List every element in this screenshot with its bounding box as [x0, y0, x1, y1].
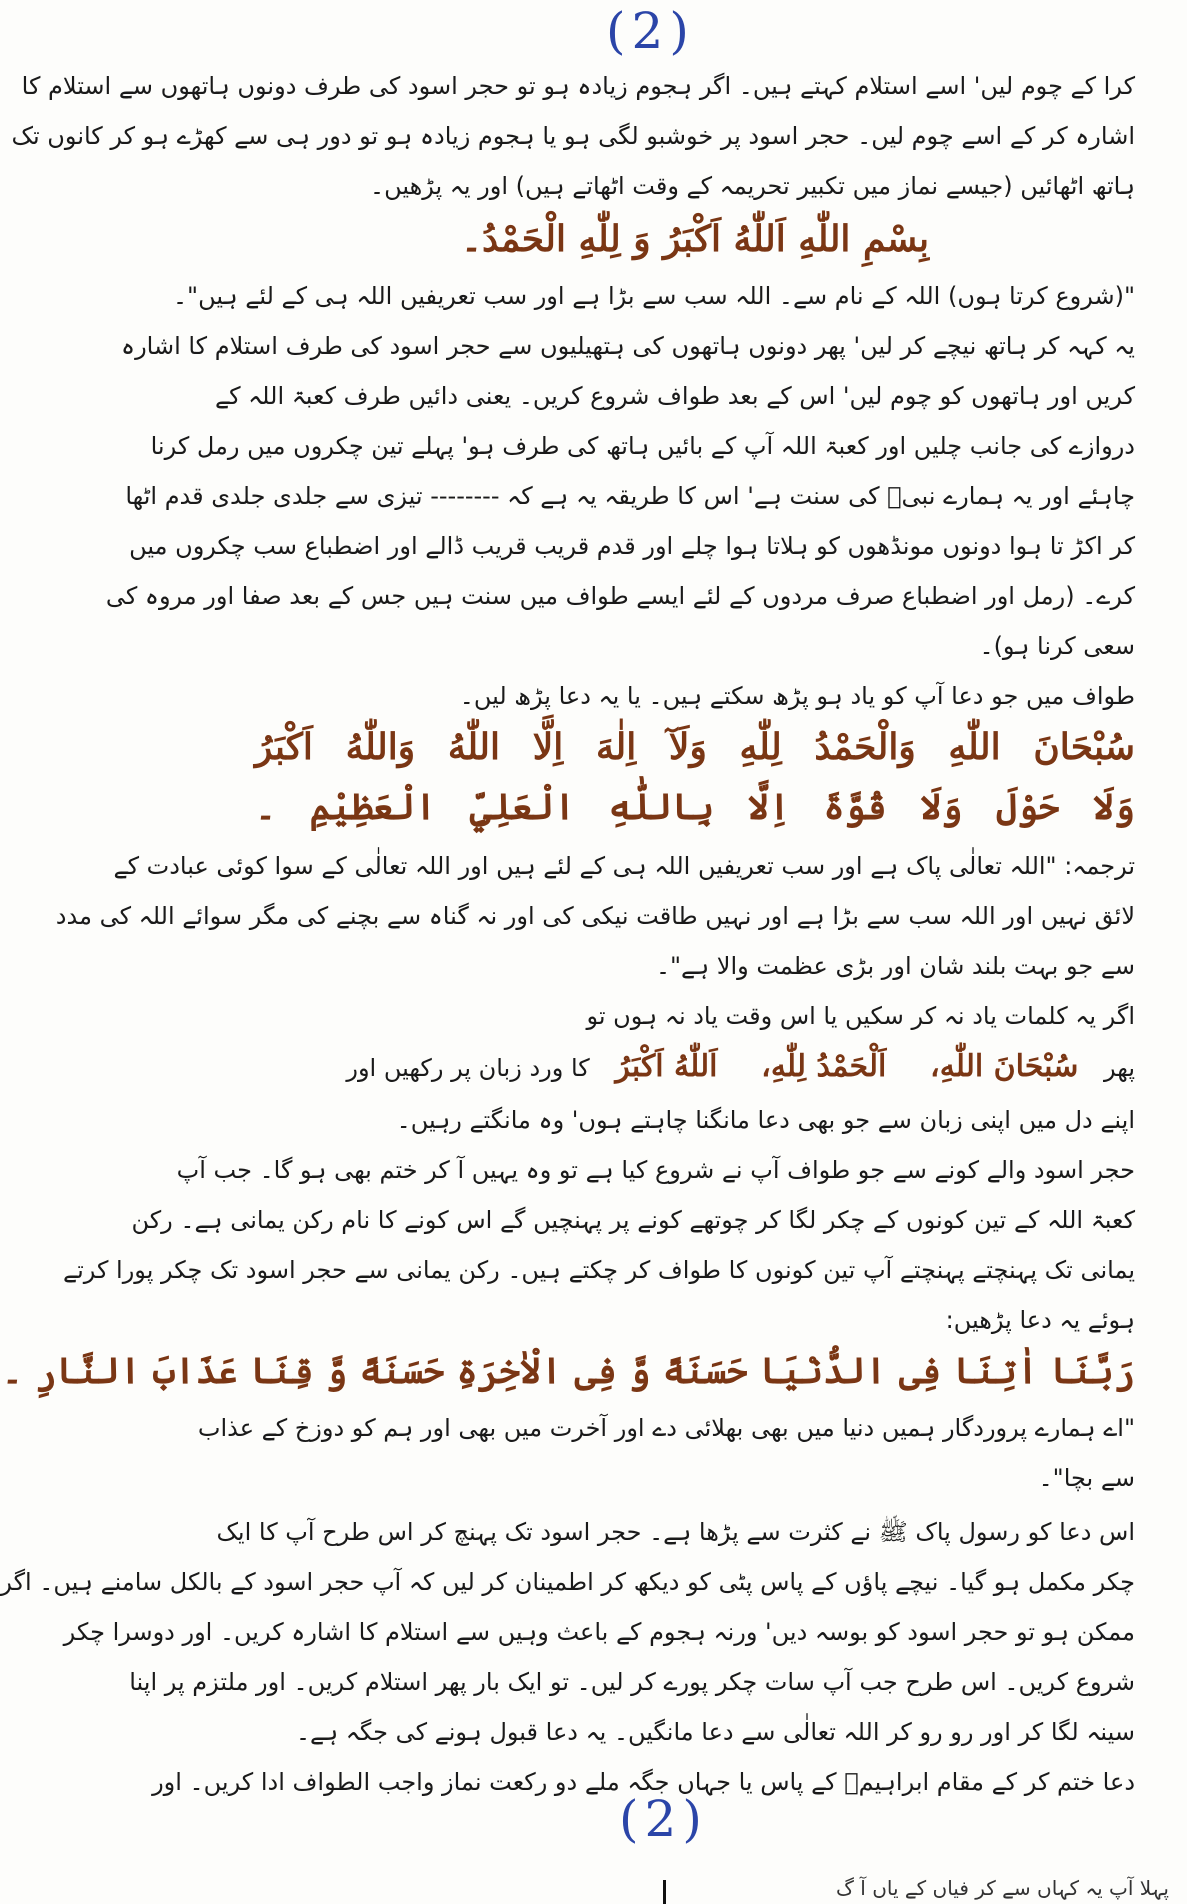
paragraph-line: طواف میں جو دعا آپ کو یاد ہو پڑھ سکتے ہیں۔ یا یہ دعا پڑھ لیں۔ — [459, 682, 1135, 710]
paragraph-line: کعبۃ اللہ کے تین کونوں کے چکر لگا کر چوتھے کونے پر پہنچیں گے اس کونے کا نام رکن یمانی ہے۔ رکن — [131, 1206, 1135, 1234]
paragraph-line: ہوئے یہ دعا پڑھیں: — [945, 1306, 1135, 1334]
arabic-dua-line: بِسْمِ اللّٰهِ اَللّٰهُ اَكْبَرُ وَ لِلّٰهِ الْحَمْدُ۔ — [460, 218, 930, 260]
paragraph-line: اشارہ کر کے اسے چوم لیں۔ حجر اسود پر خوشبو لگی ہو یا ہجوم زیادہ ہو تو دور ہی سے کھڑے ہو کر کانوں تک — [11, 122, 1135, 150]
paragraph-line: کرا کے چوم لیں' اسے استلام کہتے ہیں۔ اگر ہجوم زیادہ ہو تو حجر اسود کی طرف دونوں ہاتھوں سے استلام کا — [21, 72, 1135, 100]
paragraph-line: کر اکڑ تا ہوا دونوں مونڈھوں کو ہلاتا ہوا چلے اور قدم قریب قریب ڈالے اور اضطباع سب چکروں میں — [129, 532, 1135, 560]
arabic-dua-line: وَلَا حَوْلَ وَلَا قُوَّةَ اِلَّا بِاللّٰهِ الْعَلِيِّ الْعَظِيْمِ ۔ — [255, 786, 1135, 828]
paragraph-line: کریں اور ہاتھوں کو چوم لیں' اس کے بعد طواف شروع کریں۔ یعنی دائیں طرف کعبۃ اللہ کے — [215, 382, 1135, 410]
translation-line: "(شروع کرتا ہوں) اللہ کے نام سے۔ اللہ سب سے بڑا ہے اور سب تعریفیں اللہ ہی کے لئے ہیں"۔ — [172, 282, 1135, 310]
paragraph-line: چکر مکمل ہو گیا۔ نیچے پاؤں کے پاس پٹی کو دیکھ کر اطمینان کر لیں کہ آپ حجر اسود کے بالکل سامنے ہیں۔ اگر — [0, 1568, 1135, 1596]
paragraph-line: یمانی تک پہنچتے پہنچتے آپ تین کونوں کا طواف کر چکتے ہیں۔ رکن یمانی سے حجر اسود تک چکر پورا کرتے — [63, 1256, 1135, 1284]
paragraph-line: اپنے دل میں اپنی زبان سے جو بھی دعا مانگنا چاہتے ہوں' وہ مانگتے رہیں۔ — [396, 1106, 1135, 1134]
dhikr-subhanallah: سُبْحَانَ اللّٰهِ، — [930, 1049, 1079, 1084]
dhikr-prefix: پھر — [1104, 1054, 1135, 1082]
paragraph-line: ممکن ہو تو حجر اسود کو بوسہ دیں' ورنہ ہجوم کے باعث وہیں سے استلام کا اشارہ کریں۔ اور دوسرا چکر — [63, 1618, 1135, 1646]
dhikr-suffix: کا ورد زبان پر رکھیں اور — [346, 1054, 590, 1082]
paragraph-line: سعی کرنا ہو)۔ — [979, 632, 1135, 660]
translation-line: لائق نہیں اور اللہ سب سے بڑا ہے اور نہیں طاقت نیکی کی اور نہ گناہ سے بچنے کی مگر سوائے اللہ کی مدد — [55, 902, 1135, 930]
translation-line: سے جو بہت بلند شان اور بڑی عظمت والا ہے"۔ — [655, 952, 1135, 980]
arabic-dua-line: سُبْحَانَ اللّٰهِ وَالْحَمْدُ لِلّٰهِ وَلَآ اِلٰهَ اِلَّا اللّٰهُ وَاللّٰهُ اَكْبَرُ — [255, 726, 1135, 768]
page-number-top: (2) — [606, 2, 695, 60]
paragraph-line: اگر یہ کلمات یاد نہ کر سکیں یا اس وقت یاد نہ ہوں تو — [586, 1002, 1135, 1030]
next-page-fragment: پہلا آپ یہ کہاں سے کر فیاں کے یاں آ گ — [836, 1876, 1169, 1900]
paragraph-line: کرے۔ (رمل اور اضطباع صرف مردوں کے لئے ایسے طواف میں سنت ہیں جس کے بعد صفا اور مروہ کی — [105, 582, 1135, 610]
paragraph-line: دعا ختم کر کے مقام ابراہیمؑ کے پاس یا جہاں جگہ ملے دو رکعت نماز واجب الطواف ادا کریں۔ اور — [152, 1768, 1135, 1796]
page-number-bottom: (2) — [619, 1790, 708, 1848]
scan-mark — [663, 1880, 666, 1904]
arabic-dua-line: رَبَّنَا اٰتِنَا فِی الدُّنْيَا حَسَنَةً وَّ فِی الْاٰخِرَةِ حَسَنَةً وَّ قِنَا عَذَابَ النَّارِ ۔ — [1, 1350, 1135, 1392]
paragraph-line: اس دعا کو رسول پاک ﷺ نے کثرت سے پڑھا ہے۔ حجر اسود تک پہنچ کر اس طرح آپ کا ایک — [216, 1518, 1135, 1546]
paragraph-line: سینہ لگا کر اور رو رو کر اللہ تعالٰی سے دعا مانگیں۔ یہ دعا قبول ہونے کی جگہ ہے۔ — [295, 1718, 1135, 1746]
translation-line: ترجمہ: "اللہ تعالٰی پاک ہے اور سب تعریفیں اللہ ہی کے لئے ہیں اور اللہ تعالٰی کے سوا کوئی عبادت کے — [113, 852, 1135, 880]
paragraph-line: حجر اسود والے کونے سے جو طواف آپ نے شروع کیا ہے تو وہ یہیں آ کر ختم بھی ہو گا۔ جب آپ — [176, 1156, 1135, 1184]
dhikr-alhamdulillah: اَلْحَمْدُ لِلّٰهِ، — [761, 1049, 887, 1084]
translation-line: سے بچا"۔ — [1038, 1464, 1135, 1492]
paragraph-line: یہ کہہ کر ہاتھ نیچے کر لیں' پھر دونوں ہاتھوں کی ہتھیلیوں سے حجر اسود کی طرف استلام کا اشارہ — [121, 332, 1135, 360]
paragraph-line: شروع کریں۔ اس طرح جب آپ سات چکر پورے کر لیں۔ تو ایک بار پھر استلام کریں۔ اور ملتزم پر اپنا — [129, 1668, 1135, 1696]
mixed-dhikr-line — [255, 1040, 1135, 1094]
translation-line: "اے ہمارے پروردگار ہمیں دنیا میں بھی بھلائی دے اور آخرت میں بھی اور ہم کو دوزخ کے عذاب — [197, 1414, 1135, 1442]
dhikr-allahuakbar: اَللّٰهُ اَكْبَرُ — [615, 1049, 718, 1084]
paragraph-line: ہاتھ اٹھائیں (جیسے نماز میں تکبیر تحریمہ کے وقت اٹھاتے ہیں) اور یہ پڑھیں۔ — [370, 172, 1135, 200]
paragraph-line: چاہئے اور یہ ہمارے نبیؐ کی سنت ہے' اس کا طریقہ یہ ہے کہ -------- تیزی سے جلدی جلدی قدم اٹھا — [125, 482, 1135, 510]
paragraph-line: دروازے کی جانب چلیں اور کعبۃ اللہ آپ کے بائیں ہاتھ کی طرف ہو' پہلے تین چکروں میں رمل کرنا — [150, 432, 1135, 460]
